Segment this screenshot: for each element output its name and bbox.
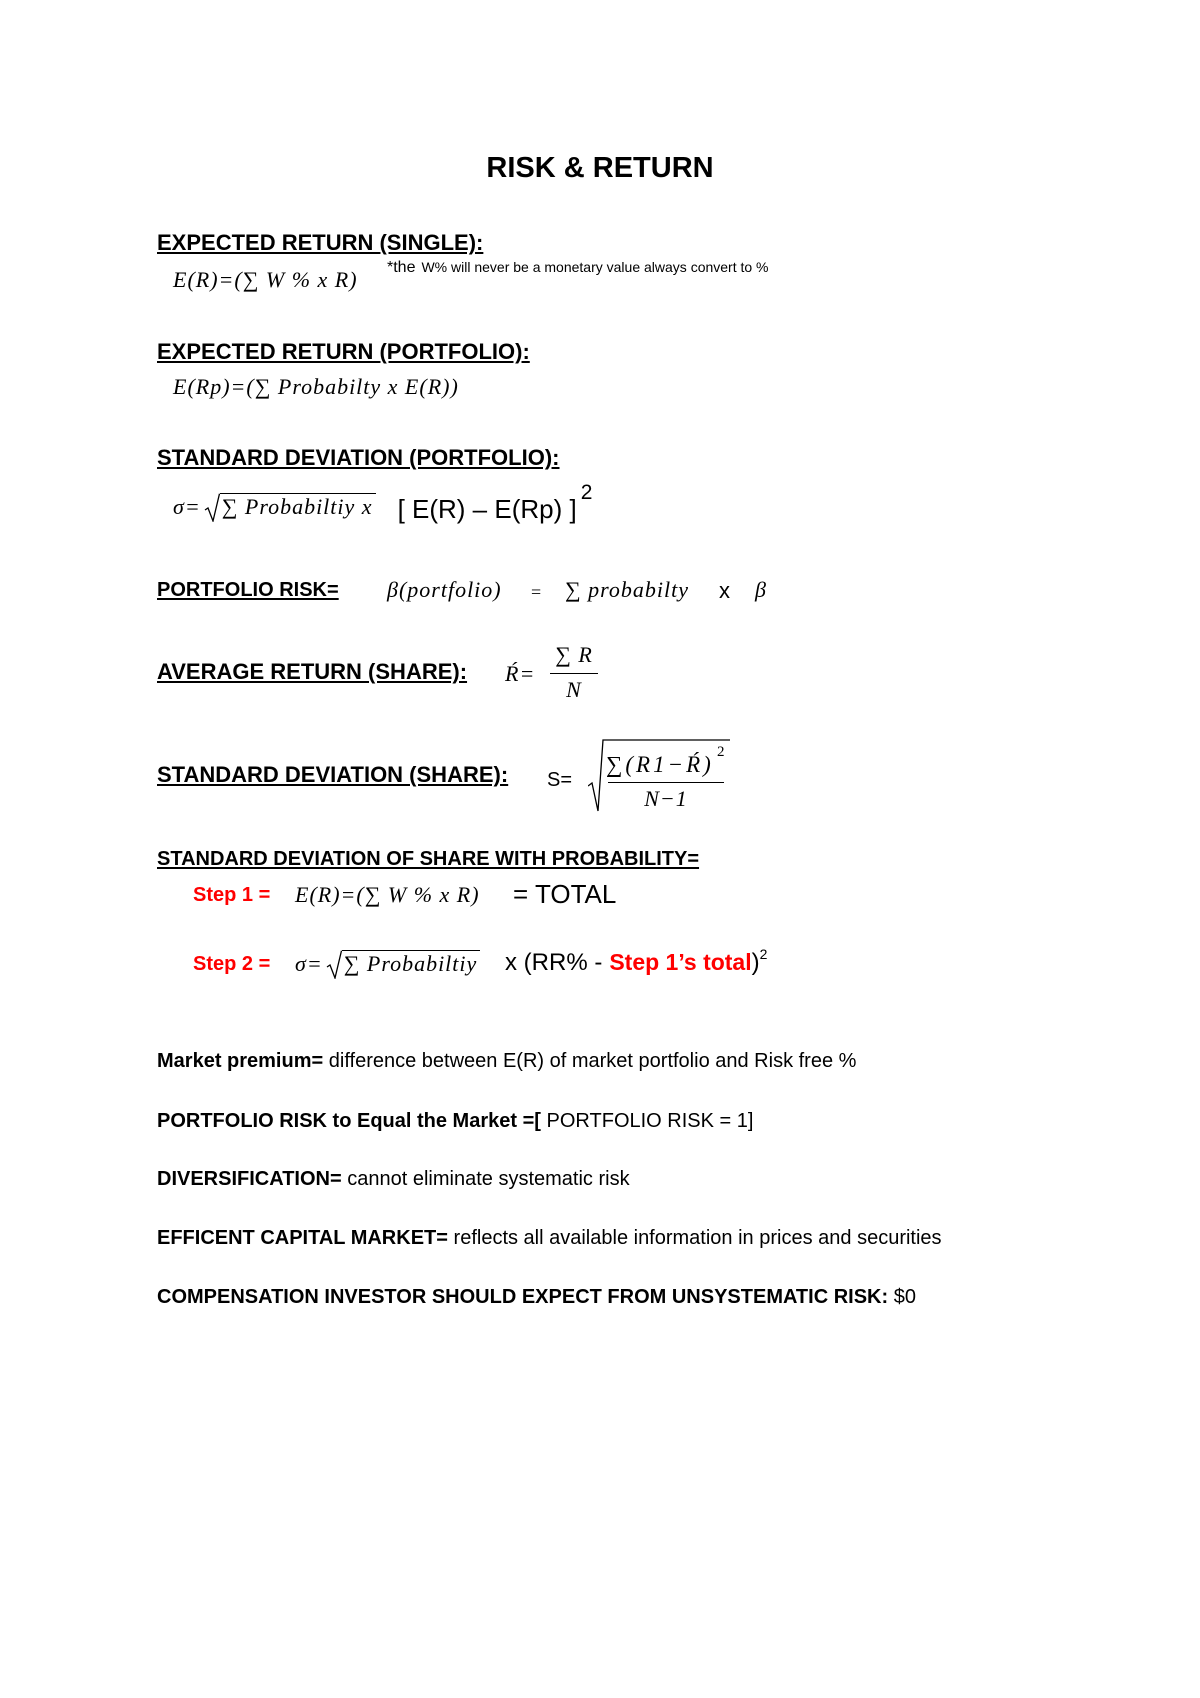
note-lead: *the (387, 259, 416, 276)
step1-label: Step 1 = (193, 884, 271, 906)
definition-text: reflects all available information in prices and securities (453, 1227, 942, 1249)
step2-tail-close: ) (751, 949, 760, 976)
step1-result: = TOTAL (513, 879, 617, 909)
bracket-expression: [ E(R) – E(Rp) ] (397, 494, 577, 525)
step2-exponent: 2 (759, 946, 768, 962)
definition-text: cannot eliminate systematic risk (347, 1168, 630, 1190)
std-dev-share-denominator: N−1 (644, 786, 688, 811)
definition-term: Market premium= (157, 1050, 324, 1072)
exponent: 2 (580, 481, 593, 505)
fraction-bar (608, 782, 724, 783)
definition-term: EFFICENT CAPITAL MARKET= (157, 1227, 448, 1249)
formula-expected-return-single: E(R)=(∑ W % x R) (173, 267, 358, 292)
times-sign: x (719, 578, 730, 603)
definition-diversification (157, 1167, 630, 1191)
formula-note (387, 258, 769, 277)
radicand: ∑ Probabiltiy x (220, 493, 376, 520)
definition-compensation-unsystematic-risk (157, 1285, 916, 1309)
heading-std-dev-share-probability: STANDARD DEVIATION OF SHARE WITH PROBABILITY= (157, 848, 700, 870)
std-dev-share-lhs: S= (547, 769, 573, 791)
definition-efficient-capital-market (157, 1226, 942, 1250)
equals-sign: = (531, 582, 543, 602)
beta-portfolio: β(portfolio) (387, 577, 502, 602)
heading-portfolio-risk: PORTFOLIO RISK= (157, 579, 339, 601)
heading-std-dev-share: STANDARD DEVIATION (SHARE): (157, 762, 509, 787)
definition-text: difference between E(R) of market portfolio and Risk free % (328, 1050, 857, 1072)
std-dev-share-numerator: ∑(R1−Ŕ) (606, 752, 714, 777)
note-text: W% will never be a monetary value always convert to % (421, 259, 769, 275)
definition-term: COMPENSATION INVESTOR SHOULD EXPECT FROM UNSYSTEMATIC RISK: (157, 1286, 889, 1308)
radical-sign-icon (326, 950, 342, 979)
heading-std-dev-portfolio: STANDARD DEVIATION (PORTFOLIO): (157, 445, 560, 470)
definition-text: PORTFOLIO RISK = 1] (546, 1110, 754, 1132)
definition-term: DIVERSIFICATION= (157, 1168, 342, 1190)
step2-tail-open: x (RR% - (505, 949, 603, 976)
formula-expected-return-portfolio: E(Rp)=(∑ Probabilty x E(R)) (173, 374, 459, 399)
step1-formula: E(R)=(∑ W % x R) (295, 882, 480, 907)
definition-term: PORTFOLIO RISK to Equal the Market =[ (157, 1110, 541, 1132)
step2-reference: Step 1’s total (609, 949, 752, 975)
fraction-denominator: N (566, 677, 582, 702)
radicand: ∑ Probabiltiy (342, 950, 481, 977)
sigma-lhs: σ= (295, 951, 323, 976)
definition-text: $0 (893, 1286, 916, 1308)
heading-expected-return-single: EXPECTED RETURN (SINGLE): (157, 230, 484, 255)
fraction-numerator: ∑ R (555, 642, 593, 667)
sigma-lhs: σ= (173, 494, 201, 519)
sum-probability: ∑ probabilty (565, 577, 690, 602)
definition-portfolio-risk-market (157, 1109, 753, 1133)
radical-sign-icon (204, 493, 220, 522)
average-return-fraction (550, 642, 598, 703)
formula-std-dev-portfolio (173, 481, 593, 525)
beta-symbol: β (755, 577, 767, 602)
square-root (204, 493, 376, 522)
fraction-bar (550, 673, 598, 674)
heading-average-return-share: AVERAGE RETURN (SHARE): (157, 659, 468, 684)
square-root (326, 950, 481, 979)
step2-tail (505, 946, 768, 981)
numerator-exponent: 2 (717, 744, 726, 760)
average-return-lhs: Ŕ= (505, 661, 536, 686)
std-dev-share-radical (588, 739, 738, 813)
heading-expected-return-portfolio: EXPECTED RETURN (PORTFOLIO): (157, 339, 530, 364)
page-title: RISK & RETURN (486, 152, 714, 184)
step2-formula (295, 948, 480, 980)
definition-market-premium (157, 1049, 856, 1073)
step2-label: Step 2 = (193, 953, 271, 975)
